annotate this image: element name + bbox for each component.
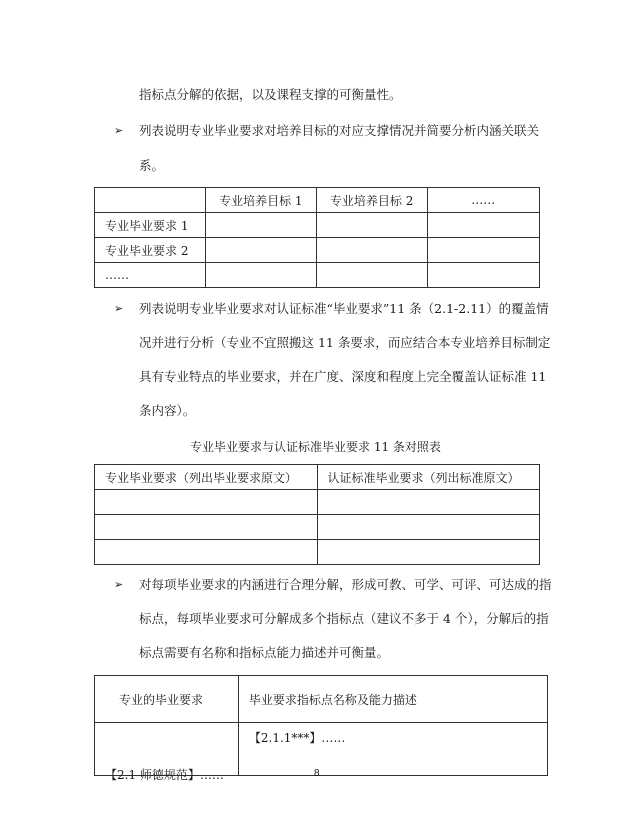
- table-row: [95, 213, 540, 238]
- table-standards-comparison: [94, 464, 540, 565]
- table-cell: [316, 263, 427, 288]
- table-cell: [95, 515, 318, 540]
- paragraph-text: 况并进行分析（专业不宜照搬这 11 条要求，而应结合本专业培养目标制定: [139, 335, 551, 350]
- bullet-arrow-icon: ➢: [114, 578, 124, 591]
- paragraph-text: 条内容）。: [139, 403, 196, 418]
- table-row: [95, 723, 548, 776]
- table-cell: [317, 490, 540, 515]
- bullet-arrow-icon: ➢: [114, 124, 124, 137]
- table-header-cell: 认证标准毕业要求（列出标准原文）: [317, 465, 540, 490]
- table-header-row: [95, 676, 548, 723]
- table-header-cell: 专业的毕业要求: [95, 676, 239, 723]
- table-goals-mapping: [94, 187, 540, 288]
- table-cell: [205, 238, 316, 263]
- table-row: [95, 515, 540, 540]
- paragraph-text: 列表说明专业毕业要求对认证标准“毕业要求”11 条（2.1-2.11）的覆盖情: [139, 301, 549, 316]
- table-cell: [427, 263, 539, 288]
- table-header-cell: 专业毕业要求（列出毕业要求原文）: [95, 465, 318, 490]
- table-cell: 【2.1.1***】……: [238, 723, 547, 776]
- paragraph-text: 对每项毕业要求的内涵进行合理分解，形成可教、可学、可评、可达成的指: [139, 577, 552, 592]
- table-cell: [427, 213, 539, 238]
- bullet-arrow-icon: ➢: [114, 302, 124, 315]
- table-cell: 专业毕业要求 1: [95, 213, 206, 238]
- table-row: [95, 238, 540, 263]
- table-header-cell: 专业培养目标 1: [205, 188, 316, 213]
- table-cell: [427, 238, 539, 263]
- table-cell: ……: [95, 263, 206, 288]
- table-cell: [95, 540, 318, 565]
- table-indicator-decomposition-wrapper: [94, 675, 548, 782]
- page-number: 8: [314, 768, 320, 779]
- table-cell: [317, 540, 540, 565]
- paragraph-text: 具有专业特点的毕业要求，并在广度、深度和程度上完全覆盖认证标准 11: [139, 369, 547, 384]
- table-cell: [316, 238, 427, 263]
- paragraph-text: 指标点分解的依据，以及课程支撑的可衡量性。: [139, 87, 402, 102]
- table-caption: 专业毕业要求与认证标准毕业要求 11 条对照表: [190, 440, 441, 454]
- table-cell: 专业毕业要求 2: [95, 238, 206, 263]
- table-indicator-decomposition: [94, 675, 548, 782]
- table-cell: [205, 263, 316, 288]
- table-row: [95, 490, 540, 515]
- table-header-cell: 毕业要求指标点名称及能力描述: [238, 676, 547, 723]
- paragraph-text: 列表说明专业毕业要求对培养目标的对应支撑情况并简要分析内涵关联关: [139, 123, 540, 138]
- table-row: [95, 263, 540, 288]
- table-header-cell: ……: [427, 188, 539, 213]
- table-header-row: [95, 465, 540, 490]
- table-header-cell: 专业培养目标 2: [316, 188, 427, 213]
- paragraph-text: 标点，每项毕业要求可分解成多个指标点（建议不多于 4 个），分解后的指: [139, 611, 549, 626]
- table-cell: [205, 213, 316, 238]
- table-header-row: [95, 188, 540, 213]
- table-cell: [316, 213, 427, 238]
- table-cell: [95, 490, 318, 515]
- table-cell: [317, 515, 540, 540]
- paragraph-text: 标点需要有名称和指标点能力描述并可衡量。: [139, 645, 390, 660]
- table-cell: [95, 723, 239, 782]
- paragraph-text: 系。: [139, 158, 165, 173]
- table-row: [95, 540, 540, 565]
- requirement-label: 【2.1 师德规范】……: [105, 768, 224, 782]
- table-header-cell: [95, 188, 206, 213]
